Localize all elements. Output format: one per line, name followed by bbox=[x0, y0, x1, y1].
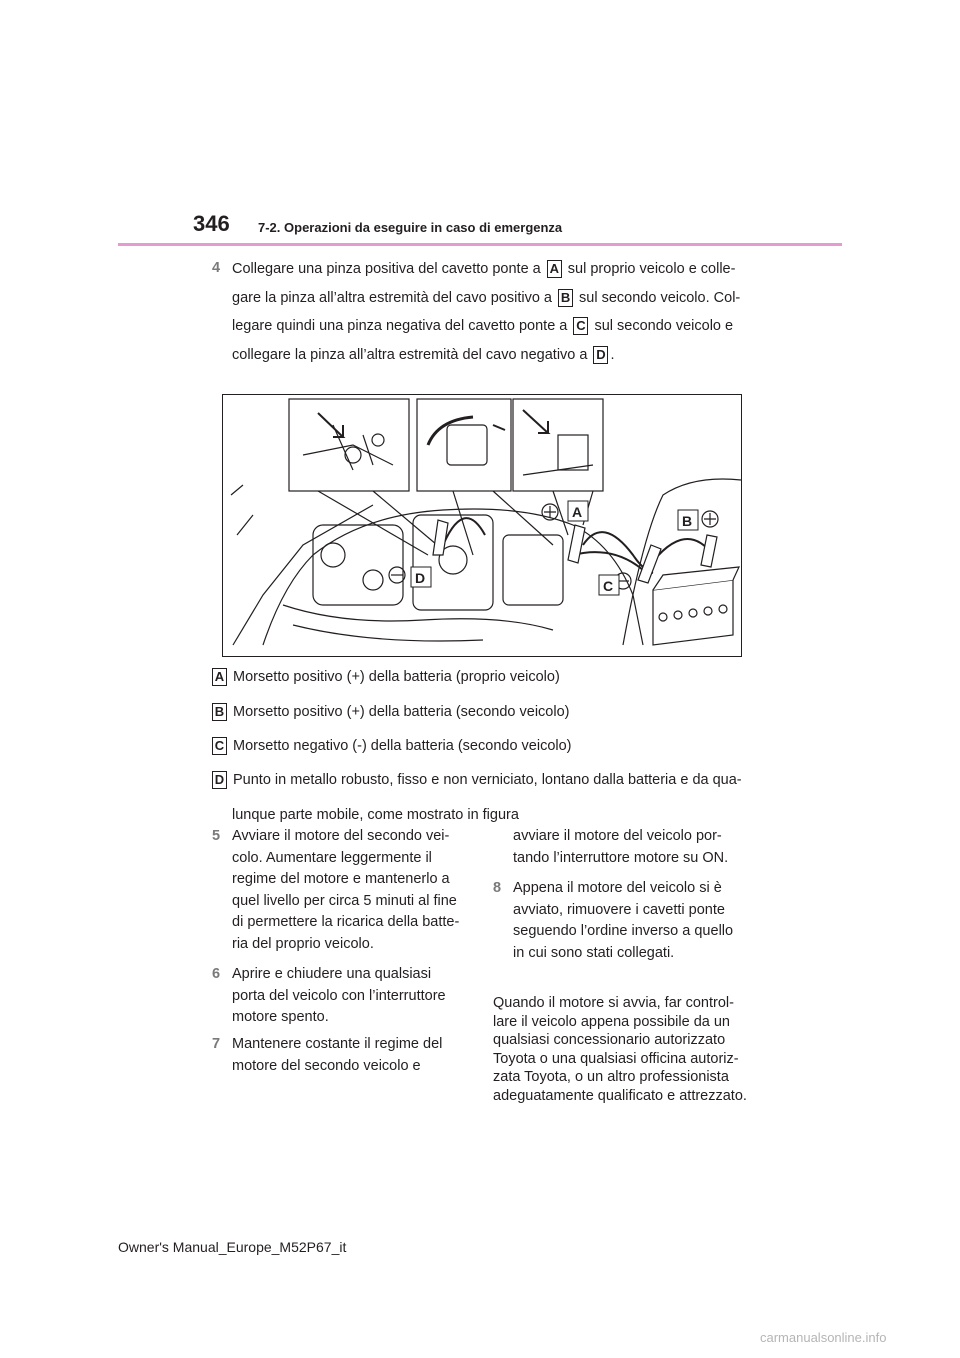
legend-d-text: Punto in metallo robusto, fisso e non verniciato, lontano dalla batteria e da qua- bbox=[233, 772, 742, 788]
closing-line: zata Toyota, o un altro professionista bbox=[493, 1069, 729, 1086]
watermark: carmanualsonline.info bbox=[760, 1330, 887, 1345]
step-4-line-1a: Collegare una pinza positiva del cavetto ponte a bbox=[232, 261, 541, 277]
legend-a-badge: A bbox=[212, 668, 227, 686]
legend-a-text: Morsetto positivo (+) della batteria (proprio veicolo) bbox=[233, 669, 560, 685]
step-4-line-3b: sul secondo veicolo e bbox=[594, 318, 734, 334]
legend-c-badge: C bbox=[212, 737, 227, 755]
step-8-line: in cui sono stati collegati. bbox=[513, 944, 675, 961]
figure-label-b: B bbox=[682, 513, 693, 529]
step-4-line-1b: sul proprio veicolo e colle- bbox=[567, 261, 736, 277]
step-4-line-2b: sul secondo veicolo. Col- bbox=[579, 289, 741, 306]
closing-line: Quando il motore si avvia, far control- bbox=[493, 995, 734, 1011]
step-8-line: Appena il motore del veicolo si è bbox=[513, 880, 722, 896]
figure-label-a: A bbox=[572, 504, 583, 520]
label-a-badge: A bbox=[547, 260, 562, 278]
legend-b-text: Morsetto positivo (+) della batteria (secondo veicolo) bbox=[233, 704, 570, 720]
legend-item-a bbox=[212, 663, 752, 692]
header-divider bbox=[118, 243, 842, 246]
label-d-badge: D bbox=[593, 346, 608, 364]
step-7-line: tando l’interruttore motore su ON. bbox=[513, 849, 729, 866]
figure-label-d: D bbox=[415, 570, 426, 586]
step-5-line: colo. Aumentare leggermente il bbox=[232, 849, 432, 866]
step-6-number: 6 bbox=[212, 966, 221, 982]
legend-c-text: Morsetto negativo (-) della batteria (secondo veicolo) bbox=[233, 738, 572, 754]
step-7-text bbox=[232, 1034, 442, 1077]
label-b-badge: B bbox=[558, 289, 573, 307]
step-8-text bbox=[513, 878, 733, 964]
engine-bay-drawing bbox=[223, 395, 741, 656]
figure-label-c: C bbox=[603, 578, 614, 594]
jump-start-illustration bbox=[222, 394, 742, 657]
step-4-text bbox=[232, 255, 740, 369]
closing-line: adeguatamente qualificato e attrezzato. bbox=[493, 1087, 747, 1104]
legend-item-b bbox=[212, 698, 752, 727]
legend-item-d bbox=[212, 766, 752, 829]
step-4-line-3a: legare quindi una pinza negativa del cavetto ponte a bbox=[232, 318, 568, 334]
closing-line: qualsiasi concessionario autorizzato bbox=[493, 1032, 726, 1049]
step-5-text bbox=[232, 826, 459, 956]
legend-d-text-continued: lunque parte mobile, come mostrato in figura bbox=[232, 806, 519, 823]
step-7-number: 7 bbox=[212, 1036, 221, 1052]
step-5-line: regime del motore e mantenerlo a bbox=[232, 871, 450, 888]
page-number: 346 bbox=[193, 211, 230, 236]
step-5-number: 5 bbox=[212, 828, 221, 844]
section-title: 7-2. Operazioni da eseguire in caso di emergenza bbox=[258, 220, 563, 235]
step-7-text-continued bbox=[513, 826, 728, 869]
step-6-line: motore spento. bbox=[232, 1009, 329, 1026]
step-7-line: Mantenere costante il regime del bbox=[232, 1036, 443, 1052]
label-c-badge: C bbox=[573, 317, 588, 335]
step-4-line-2a: gare la pinza all’altra estremità del cavo positivo a bbox=[232, 289, 552, 306]
step-4-line-4b: . bbox=[610, 346, 615, 363]
step-4-number: 4 bbox=[212, 260, 221, 276]
legend-b-badge: B bbox=[212, 703, 227, 721]
legend-item-c bbox=[212, 732, 752, 761]
footer-manual-id: Owner's Manual_Europe_M52P67_it bbox=[118, 1239, 347, 1255]
step-5-line: Avviare il motore del secondo vei- bbox=[232, 828, 450, 844]
step-7-line: avviare il motore del veicolo por- bbox=[513, 828, 722, 844]
step-6-text bbox=[232, 964, 446, 1029]
closing-paragraph bbox=[493, 994, 747, 1106]
step-8-line: avviato, rimuovere i cavetti ponte bbox=[513, 901, 725, 918]
step-7-line: motore del secondo veicolo e bbox=[232, 1057, 421, 1074]
step-5-line: di permettere la ricarica della batte- bbox=[232, 914, 460, 931]
step-8-number: 8 bbox=[493, 880, 502, 896]
step-8-line: seguendo l’ordine inverso a quello bbox=[513, 923, 734, 940]
step-5-line: ria del proprio veicolo. bbox=[232, 935, 374, 952]
step-4-line-4a: collegare la pinza all’altra estremità del cavo negativo a bbox=[232, 346, 588, 363]
step-6-line: Aprire e chiudere una qualsiasi bbox=[232, 966, 432, 982]
closing-line: Toyota o una qualsiasi officina autoriz- bbox=[493, 1050, 739, 1067]
legend-d-badge: D bbox=[212, 771, 227, 789]
closing-line: lare il veicolo appena possibile da un bbox=[493, 1013, 730, 1030]
step-6-line: porta del veicolo con l’interruttore bbox=[232, 987, 446, 1004]
step-5-line: quel livello per circa 5 minuti al fine bbox=[232, 892, 457, 909]
